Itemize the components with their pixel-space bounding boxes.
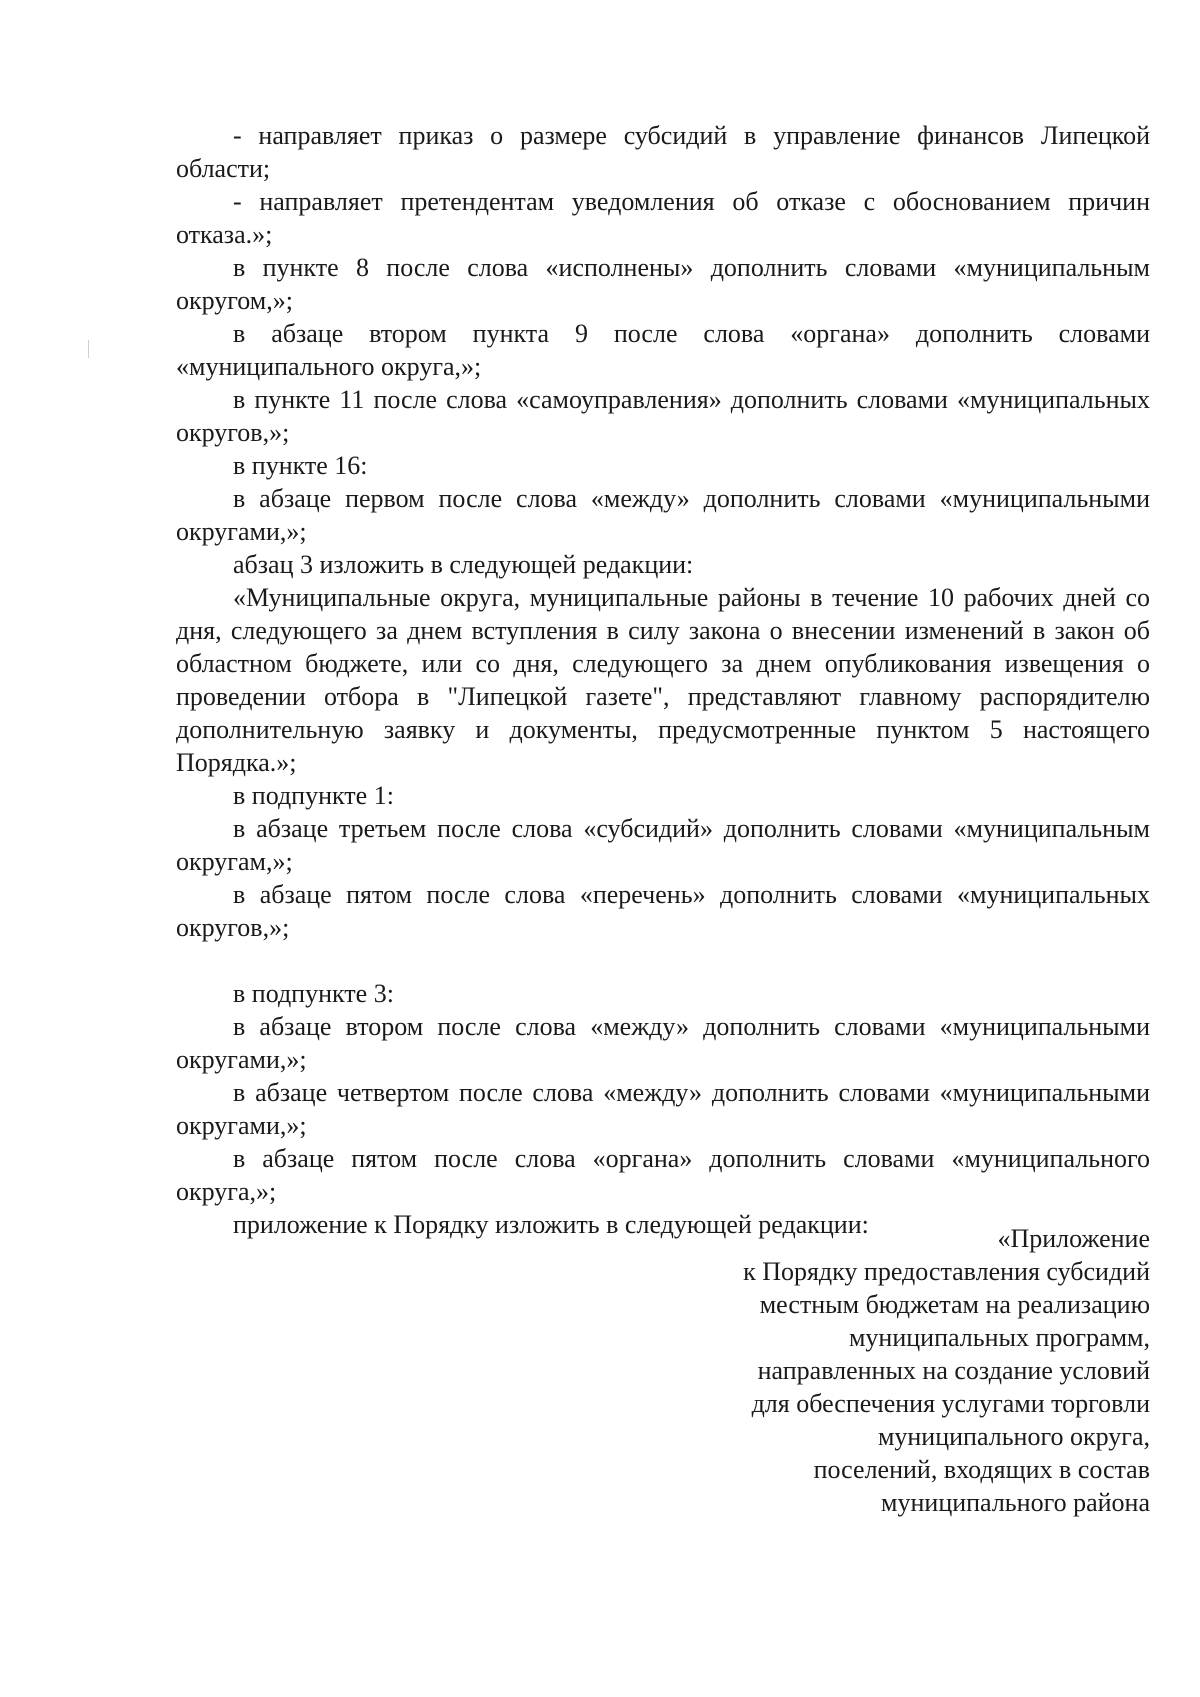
paragraph: в подпункте 3: — [233, 979, 394, 1008]
paragraph: абзац 3 изложить в следующей редакции: — [233, 550, 694, 579]
document-body — [176, 119, 1150, 1241]
appendix-heading — [590, 1222, 1150, 1519]
appendix-line: для обеспечения услугами торговли — [751, 1389, 1150, 1418]
paragraph: в абзаце первом после слова «между» дополнить словами «муниципальными округами,»; — [176, 484, 1150, 546]
paragraph: в пункте 16: — [233, 451, 368, 480]
paragraph: в пункте 8 после слова «исполнены» дополнить словами «муниципальным округом,»; — [176, 253, 1150, 315]
paragraph: в подпункте 1: — [233, 781, 394, 810]
appendix-line: муниципальных программ, — [848, 1323, 1150, 1352]
margin-mark — [88, 340, 89, 358]
paragraph: - направляет претендентам уведомления об отказе с обоснованием причин отказа.»; — [176, 187, 1150, 249]
appendix-line: направленных на создание условий — [757, 1356, 1150, 1385]
paragraph: в абзаце пятом после слова «органа» дополнить словами «муниципального округа,»; — [176, 1144, 1150, 1206]
paragraph: в абзаце четвертом после слова «между» дополнить словами «муниципальными округами,»; — [176, 1078, 1150, 1140]
appendix-line: к Порядку предоставления субсидий — [743, 1257, 1150, 1286]
paragraph: в абзаце третьем после слова «субсидий» дополнить словами «муниципальным округам,»; — [176, 814, 1150, 876]
paragraph: в абзаце пятом после слова «перечень» дополнить словами «муниципальных округов,»; — [176, 880, 1150, 942]
appendix-line: поселений, входящих в состав — [813, 1455, 1150, 1484]
appendix-line: муниципального округа, — [877, 1422, 1150, 1451]
appendix-line: «Приложение — [997, 1224, 1150, 1253]
paragraph: - направляет приказ о размере субсидий в управление финансов Липецкой области; — [176, 121, 1150, 183]
appendix-line: местным бюджетам на реализацию — [759, 1290, 1150, 1319]
paragraph: приложение к Порядку изложить в следующей редакции: — [233, 1210, 869, 1239]
paragraph: в пункте 11 после слова «самоуправления» дополнить словами «муниципальных округов,»; — [176, 385, 1150, 447]
paragraph: в абзаце втором после слова «между» дополнить словами «муниципальными округами,»; — [176, 1012, 1150, 1074]
paragraph: в абзаце втором пункта 9 после слова «органа» дополнить словами «муниципального округа,»; — [176, 319, 1150, 381]
paragraph: «Муниципальные округа, муниципальные районы в течение 10 рабочих дней со дня, следующего за днем вступления в силу закона о внесении изменений в закон об областном бюджете, или со дня, следующего за днем опубликования извещения о проведении отбора в "Липецкой газете", представляют главному распорядителю дополнительную заявку и документы, предусмотренные пунктом 5 настоящего Порядка.»; — [176, 583, 1150, 777]
appendix-line: муниципального района — [881, 1488, 1150, 1517]
